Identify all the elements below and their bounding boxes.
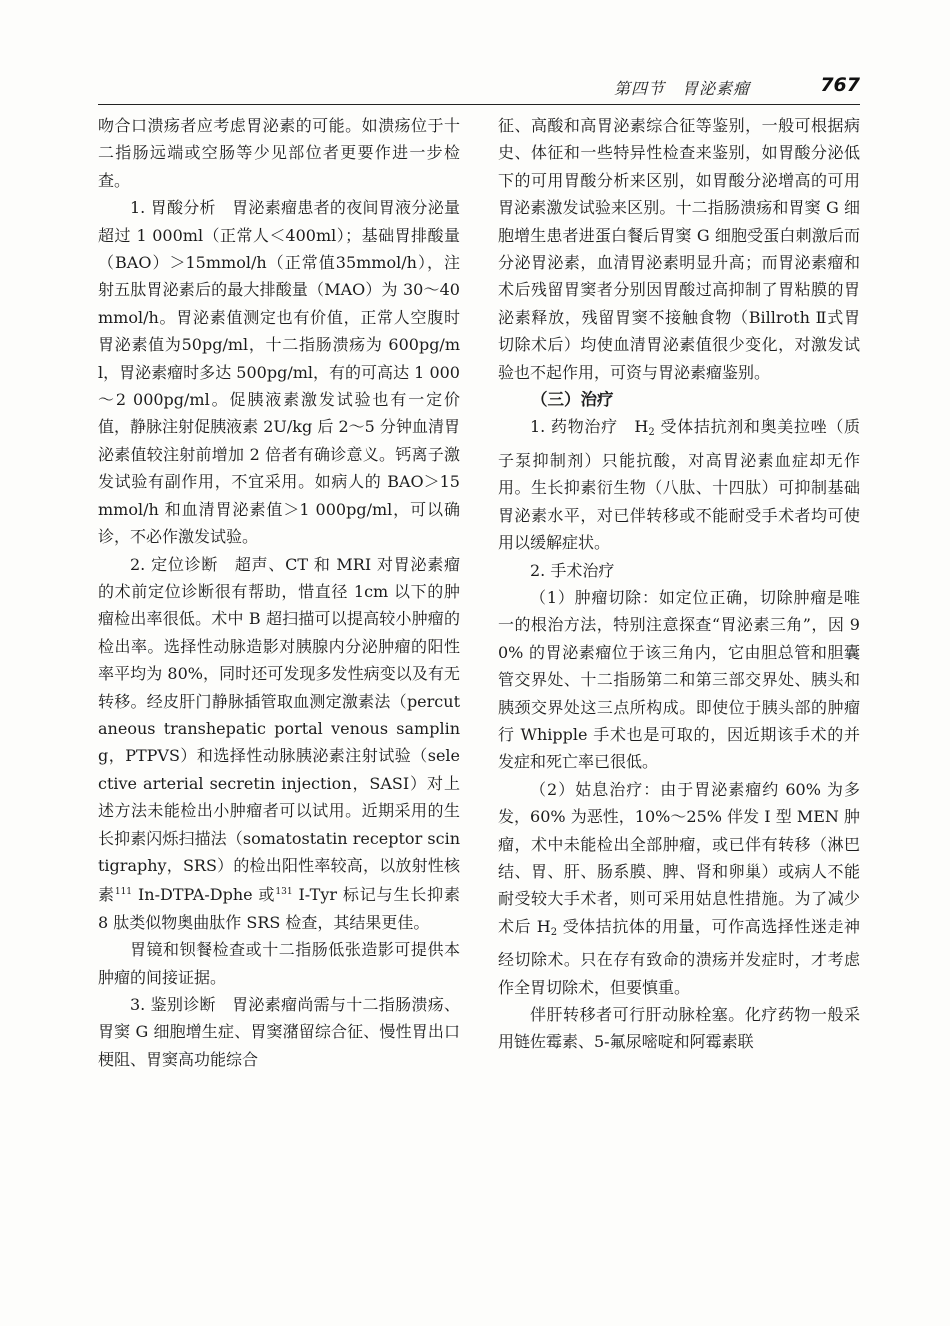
section-heading-treatment: （三）治疗 [531, 390, 614, 410]
left-column [98, 112, 460, 1073]
paragraph-drug-treatment [498, 413, 860, 556]
section-title: 第四节 胃泌素瘤 [613, 79, 750, 98]
text-run: 受体拮抗剂和奥美拉唑（质子泵抑制剂）只能抗酸，对高胃泌素血症却无作用。生长抑素衍生物（八肽、十四肽）可抑制基础胃泌素水平，对已伴转移或不能耐受手术者均可使用以缓解症状。 [498, 417, 860, 553]
text-run: 受体拮抗体的用量，可作高选择性迷走神经切除术。只在存有致命的溃疡并发症时，才考虑作全胃切除术，但要慎重。 [498, 916, 860, 997]
paragraph: 伴肝转移者可行肝动脉栓塞。化疗药物一般采用链佐霉素、5-氟尿嘧啶和阿霉素联 [498, 1005, 860, 1052]
text-run: （2）姑息治疗：由于胃泌素瘤约 60% 为多发，60% 为恶性，10%～25% 伴发 Ⅰ 型 MEN 肿瘤，术中未能检出全部肿瘤，或已伴有转移（淋巴结、胃、肝、肠系膜、脾、肾和卵巢）或病人不能耐受较大手术者，则可采用姑息性措施。为了减少术后 H [498, 779, 860, 936]
text-run: 2. 定位诊断 超声、CT 和 MRI 对胃泌素瘤的术前定位诊断很有帮助，惜直径 1cm 以下的肿瘤检出率很低。术中 B 超扫描可以提高较小肿瘤的检出率。选择性动脉造影对胰腺内分泌肿瘤的阳性率平均为 80%，同时还可发现多发性病变以及有无转移。经皮肝门静脉插管取血测定激素法（percutaneous transhepatic portal venous sampling，PTPVS）和选择性动脉胰泌素注射试验（selective arterial secretin injection，SASI）对上述方法未能检出小肿瘤者可以试用。近期采用的生长抑素闪烁扫描法（somatostatin receptor scintigraphy，SRS）的检出阳性率较高，以放射性核素 [98, 554, 460, 905]
text-run: I-Tyr 标记与生长抑素 8 肽类似物奥曲肽作 SRS 检查，其结果更佳。 [98, 885, 460, 932]
superscript: 131 [275, 887, 293, 898]
paragraph-gastric-acid-analysis: 1. 胃酸分析 胃泌素瘤患者的夜间胃液分泌量超过 1 000ml（正常人＜400ml）；基础胃排酸量（BAO）＞15mmol/h（正常值35mmol/h），注射五肽胃泌素后的最大排酸量（MAO）为 30～40mmol/h。胃泌素值测定也有价值，正常人空腹时胃泌素值为50pg/ml，十二指肠溃疡为 600pg/ml，胃泌素瘤时多达 500pg/ml，有的可高达 1 000～2 000pg/ml。促胰液素激发试验也有一定价值，静脉注射促胰液素 2U/kg 后 2～5 分钟血清胃泌素值较注射前增加 2 倍者有确诊意义。钙离子激发试验有副作用，不宜采用。如病人的 BAO＞15mmol/h 和血清胃泌素值＞1 000pg/ml，可以确诊，不必作激发试验。 [98, 198, 460, 547]
paragraph: 胃镜和钡餐检查或十二指肠低张造影可提供本肿瘤的间接证据。 [98, 940, 460, 987]
subscript: 2 [648, 427, 655, 439]
paragraph: 吻合口溃疡者应考虑胃泌素的可能。如溃疡位于十二指肠远端或空肠等少见部位者更要作进一步检查。 [98, 116, 460, 190]
right-column [498, 112, 860, 1056]
superscript: 111 [114, 887, 133, 898]
text-run: In-DTPA-Dphe 或 [132, 885, 276, 905]
paragraph-palliative-treatment [498, 776, 860, 1001]
paragraph-localization-diagnosis [98, 551, 460, 937]
paragraph-surgical-treatment: 2. 手术治疗 [530, 560, 615, 580]
page-number: 767 [820, 74, 860, 96]
text-run: 1. 药物治疗 H [530, 417, 649, 437]
subscript: 2 [550, 926, 558, 938]
paragraph-tumor-resection: （1）肿瘤切除：如定位正确，切除肿瘤是唯一的根治方法，特别注意探查“胃泌素三角”，因 90% 的胃泌素瘤位于该三角内，它由胆总管和胆囊管交界处、十二指肠第二和第三部交界处、胰头和胰颈交界处这三点所构成。即使位于胰头部的肿瘤行 Whipple 手术也是可取的，因近期该手术的并发症和死亡率已很低。 [498, 587, 860, 772]
paragraph-differential-diagnosis: 3. 鉴别诊断 胃泌素瘤尚需与十二指肠溃疡、胃窦 G 细胞增生症、胃窦潴留综合征、慢性胃出口梗阻、胃窦高功能综合 [98, 995, 460, 1069]
paragraph: 征、高酸和高胃泌素综合征等鉴别，一般可根据病史、体征和一些特异性检查来鉴别，如胃酸分泌低下的可用胃酸分析来区别，如胃酸分泌增高的可用胃泌素激发试验来区别。十二指肠溃疡和胃窦 G 细胞增生患者进蛋白餐后胃窦 G 细胞受蛋白刺激后而分泌胃泌素，血清胃泌素明显升高；而胃泌素瘤和术后残留胃窦者分别因胃酸过高抑制了胃粘膜的胃泌素释放，残留胃窦不接触食物（Billroth Ⅱ式胃切除术后）均使血清胃泌素值很少变化，对激发试验也不起作用，可资与胃泌素瘤鉴别。 [498, 116, 860, 382]
running-header [98, 74, 860, 105]
